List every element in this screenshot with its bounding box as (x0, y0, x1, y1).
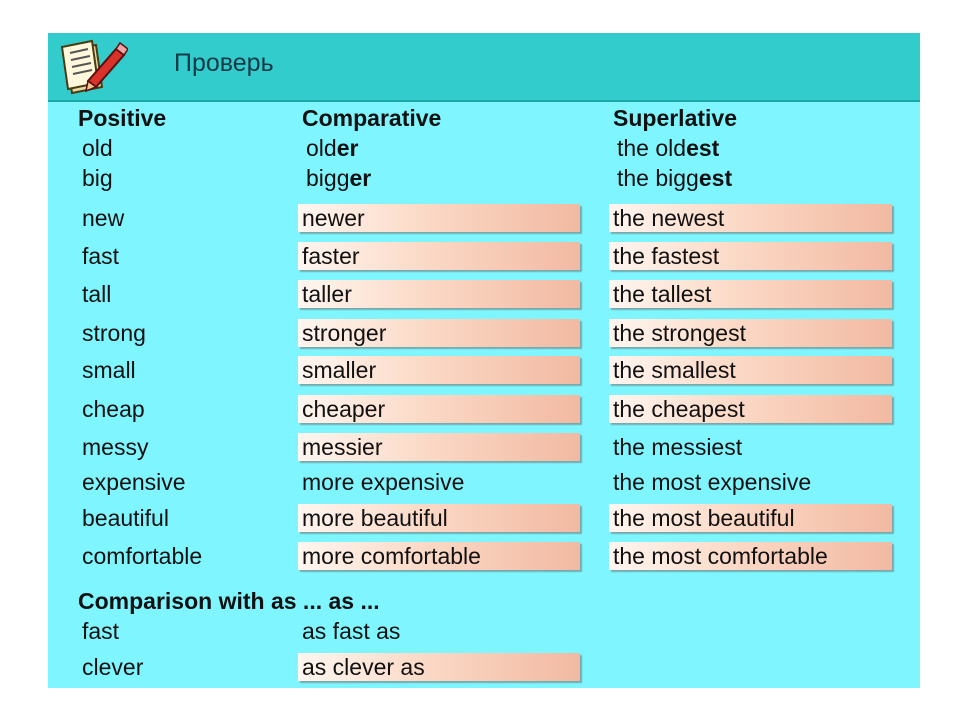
word-stem: the bigg (617, 165, 699, 191)
example-positive: old (82, 135, 113, 161)
positive-cell: tall (82, 281, 112, 307)
comparative-cell: more expensive (302, 469, 465, 495)
comparison-heading: Comparison with as ... as ... (78, 588, 380, 614)
header-bar (48, 33, 920, 102)
positive-cell: strong (82, 320, 146, 346)
positive-cell: beautiful (82, 505, 169, 531)
comparative-cell: cheaper (298, 395, 580, 423)
positive-cell: new (82, 205, 125, 231)
positive-cell: expensive (82, 469, 186, 495)
comparison-positive: clever (82, 654, 144, 680)
comparative-cell: smaller (298, 356, 580, 384)
comparison-result: as clever as (298, 653, 580, 681)
word-stem: old (306, 135, 337, 161)
superlative-cell: the fastest (609, 242, 892, 270)
example-superlative (613, 164, 732, 192)
word-stem: the old (617, 135, 687, 161)
superlative-cell: the most beautiful (609, 504, 892, 532)
comparative-cell: newer (298, 204, 580, 232)
example-comparative (302, 134, 358, 162)
word-suffix: er (336, 135, 359, 161)
superlative-cell: the messiest (613, 434, 743, 460)
word-suffix: est (698, 165, 733, 191)
word-stem: bigg (306, 165, 350, 191)
superlative-cell: the most expensive (613, 469, 812, 495)
superlative-cell: the strongest (609, 319, 892, 347)
column-header-superlative: Superlative (613, 105, 737, 131)
example-positive: big (82, 165, 113, 191)
superlative-cell: the tallest (609, 280, 892, 308)
comparative-cell: more beautiful (298, 504, 580, 532)
column-header-comparative: Comparative (302, 105, 442, 131)
exercise-panel (48, 33, 920, 688)
comparative-cell: taller (298, 280, 580, 308)
header-title: Проверь (174, 49, 274, 77)
column-header-positive: Positive (78, 105, 167, 131)
comparative-cell: stronger (298, 319, 580, 347)
superlative-cell: the smallest (609, 356, 892, 384)
comparative-cell: more comfortable (298, 542, 580, 570)
word-suffix: er (349, 165, 372, 191)
positive-cell: fast (82, 243, 120, 269)
positive-cell: small (82, 357, 136, 383)
example-comparative (302, 164, 371, 192)
comparative-cell: messier (298, 433, 580, 461)
example-superlative (613, 134, 719, 162)
positive-cell: messy (82, 434, 149, 460)
comparison-positive: fast (82, 618, 120, 644)
superlative-cell: the most comfortable (609, 542, 892, 570)
notepad-pencil-icon (56, 37, 128, 95)
positive-cell: comfortable (82, 543, 203, 569)
superlative-cell: the cheapest (609, 395, 892, 423)
word-suffix: est (686, 135, 720, 161)
comparison-result: as fast as (302, 618, 401, 644)
positive-cell: cheap (82, 396, 145, 422)
comparative-cell: faster (298, 242, 580, 270)
superlative-cell: the newest (609, 204, 892, 232)
